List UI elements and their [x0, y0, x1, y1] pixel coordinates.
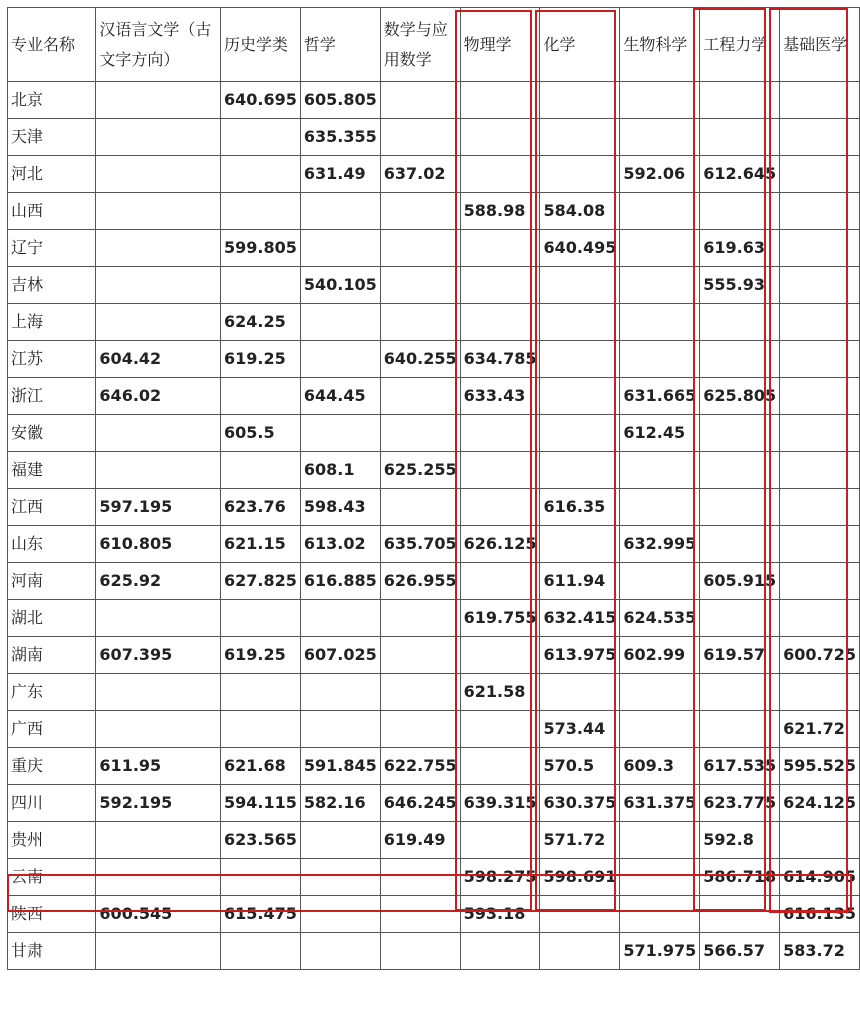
score-cell: 625.255: [380, 452, 460, 489]
score-cell: [620, 341, 700, 378]
score-cell: [380, 230, 460, 267]
score-cell: [300, 711, 380, 748]
province-cell: 河南: [8, 563, 96, 600]
score-cell: 640.695: [220, 82, 300, 119]
score-cell: [96, 193, 221, 230]
province-cell: 上海: [8, 304, 96, 341]
score-cell: [380, 415, 460, 452]
score-cell: 637.02: [380, 156, 460, 193]
score-cell: [780, 304, 860, 341]
score-cell: 616.35: [540, 489, 620, 526]
score-cell: 605.805: [300, 82, 380, 119]
score-cell: [780, 267, 860, 304]
score-cell: [96, 304, 221, 341]
score-cell: [780, 415, 860, 452]
province-cell: 重庆: [8, 748, 96, 785]
score-cell: 605.915: [700, 563, 780, 600]
score-cell: 566.57: [700, 933, 780, 970]
score-cell: 610.805: [96, 526, 221, 563]
header-row: [8, 8, 860, 82]
score-cell: [220, 600, 300, 637]
score-cell: [300, 600, 380, 637]
score-cell: 634.785: [460, 341, 540, 378]
score-cell: 600.725: [780, 637, 860, 674]
score-cell: 624.535: [620, 600, 700, 637]
table-row: [8, 637, 860, 674]
score-cell: [460, 415, 540, 452]
table-row: [8, 785, 860, 822]
score-cell: [96, 82, 221, 119]
score-cell: 616.885: [300, 563, 380, 600]
score-cell: [96, 859, 221, 896]
score-cell: 591.845: [300, 748, 380, 785]
score-cell: [780, 452, 860, 489]
score-cell: [540, 526, 620, 563]
score-cell: 624.125: [780, 785, 860, 822]
score-cell: [620, 563, 700, 600]
score-cell: [780, 489, 860, 526]
score-cell: [700, 526, 780, 563]
province-cell: 甘肃: [8, 933, 96, 970]
province-cell: 辽宁: [8, 230, 96, 267]
score-cell: 612.645: [700, 156, 780, 193]
score-cell: [460, 822, 540, 859]
table-row: [8, 193, 860, 230]
score-cell: [620, 267, 700, 304]
table-row: [8, 822, 860, 859]
score-cell: 644.45: [300, 378, 380, 415]
score-cell: 621.68: [220, 748, 300, 785]
score-cell: 612.45: [620, 415, 700, 452]
score-cell: [380, 119, 460, 156]
score-cell: [700, 896, 780, 933]
score-cell: [700, 119, 780, 156]
table-row: [8, 82, 860, 119]
province-cell: 广东: [8, 674, 96, 711]
score-cell: [380, 933, 460, 970]
province-cell: 四川: [8, 785, 96, 822]
score-cell: 592.195: [96, 785, 221, 822]
score-cell: 633.43: [460, 378, 540, 415]
score-cell: [620, 452, 700, 489]
score-cell: [620, 896, 700, 933]
score-cell: 624.25: [220, 304, 300, 341]
province-cell: 河北: [8, 156, 96, 193]
score-cell: [540, 896, 620, 933]
table-row: [8, 674, 860, 711]
score-cell: 613.02: [300, 526, 380, 563]
score-cell: [540, 156, 620, 193]
header-cell: 物理学: [460, 8, 540, 82]
score-cell: 605.5: [220, 415, 300, 452]
score-cell: [780, 674, 860, 711]
score-cell: 635.355: [300, 119, 380, 156]
score-cell: [620, 119, 700, 156]
score-cell: 621.58: [460, 674, 540, 711]
score-cell: [220, 859, 300, 896]
score-cell: [700, 711, 780, 748]
score-cell: [460, 156, 540, 193]
score-cell: 619.57: [700, 637, 780, 674]
header-cell: 基础医学: [780, 8, 860, 82]
score-cell: [96, 119, 221, 156]
score-cell: [460, 82, 540, 119]
score-cell: [700, 489, 780, 526]
score-cell: [380, 193, 460, 230]
score-cell: 593.18: [460, 896, 540, 933]
score-cell: 630.375: [540, 785, 620, 822]
score-cell: 631.665: [620, 378, 700, 415]
score-cell: [300, 193, 380, 230]
header-cell: 化学: [540, 8, 620, 82]
score-cell: [300, 230, 380, 267]
score-table-container: [7, 7, 860, 970]
province-cell: 北京: [8, 82, 96, 119]
score-cell: [220, 156, 300, 193]
score-cell: [220, 933, 300, 970]
score-cell: [96, 452, 221, 489]
score-cell: 619.25: [220, 341, 300, 378]
score-cell: [220, 193, 300, 230]
province-cell: 吉林: [8, 267, 96, 304]
province-cell: 云南: [8, 859, 96, 896]
score-cell: [380, 267, 460, 304]
score-cell: 635.705: [380, 526, 460, 563]
header-cell: 数学与应用数学: [380, 8, 460, 82]
table-row: [8, 600, 860, 637]
score-cell: [780, 526, 860, 563]
province-cell: 贵州: [8, 822, 96, 859]
score-cell: [460, 933, 540, 970]
score-cell: 608.1: [300, 452, 380, 489]
score-cell: [700, 193, 780, 230]
province-cell: 广西: [8, 711, 96, 748]
score-cell: [620, 859, 700, 896]
score-cell: 598.691: [540, 859, 620, 896]
score-cell: 621.15: [220, 526, 300, 563]
score-cell: [780, 378, 860, 415]
province-cell: 陕西: [8, 896, 96, 933]
score-cell: 540.105: [300, 267, 380, 304]
score-cell: 619.63: [700, 230, 780, 267]
score-cell: 631.49: [300, 156, 380, 193]
score-cell: [220, 711, 300, 748]
score-cell: [380, 600, 460, 637]
score-cell: 600.545: [96, 896, 221, 933]
score-cell: [780, 119, 860, 156]
score-cell: [620, 489, 700, 526]
score-cell: [96, 415, 221, 452]
score-cell: 555.93: [700, 267, 780, 304]
score-cell: [620, 711, 700, 748]
score-cell: 595.525: [780, 748, 860, 785]
score-cell: [380, 859, 460, 896]
score-cell: 639.315: [460, 785, 540, 822]
score-cell: 619.755: [460, 600, 540, 637]
score-cell: [220, 452, 300, 489]
score-cell: [620, 304, 700, 341]
score-cell: 583.72: [780, 933, 860, 970]
score-cell: 573.44: [540, 711, 620, 748]
score-cell: 622.755: [380, 748, 460, 785]
score-cell: 626.125: [460, 526, 540, 563]
score-cell: [460, 563, 540, 600]
score-cell: 609.3: [620, 748, 700, 785]
score-cell: [540, 378, 620, 415]
score-cell: [460, 637, 540, 674]
province-cell: 福建: [8, 452, 96, 489]
score-cell: [700, 452, 780, 489]
score-cell: [300, 341, 380, 378]
score-cell: [620, 822, 700, 859]
score-cell: 588.98: [460, 193, 540, 230]
province-cell: 江西: [8, 489, 96, 526]
score-cell: 615.475: [220, 896, 300, 933]
score-cell: [540, 304, 620, 341]
score-cell: [700, 674, 780, 711]
score-cell: [460, 267, 540, 304]
score-cell: 611.95: [96, 748, 221, 785]
score-cell: [620, 193, 700, 230]
score-cell: 598.275: [460, 859, 540, 896]
score-cell: 623.76: [220, 489, 300, 526]
score-cell: [96, 156, 221, 193]
score-cell: [780, 193, 860, 230]
score-cell: [540, 119, 620, 156]
score-cell: [220, 674, 300, 711]
score-cell: [96, 711, 221, 748]
province-cell: 山东: [8, 526, 96, 563]
table-row: [8, 156, 860, 193]
score-cell: [460, 452, 540, 489]
table-row: [8, 267, 860, 304]
score-cell: 614.905: [780, 859, 860, 896]
score-cell: [620, 674, 700, 711]
score-cell: 571.975: [620, 933, 700, 970]
table-row: [8, 304, 860, 341]
score-cell: [300, 415, 380, 452]
table-row: [8, 896, 860, 933]
table-row: [8, 711, 860, 748]
score-cell: [96, 822, 221, 859]
table-row: [8, 489, 860, 526]
score-cell: [300, 896, 380, 933]
score-cell: [780, 822, 860, 859]
score-cell: 616.135: [780, 896, 860, 933]
table-row: [8, 933, 860, 970]
table-row: [8, 859, 860, 896]
score-cell: [96, 933, 221, 970]
score-cell: [780, 563, 860, 600]
score-cell: 625.805: [700, 378, 780, 415]
score-cell: [300, 822, 380, 859]
score-cell: [460, 230, 540, 267]
score-cell: 627.825: [220, 563, 300, 600]
table-row: [8, 119, 860, 156]
score-cell: [220, 378, 300, 415]
header-cell: 生物科学: [620, 8, 700, 82]
score-cell: [96, 267, 221, 304]
province-cell: 安徽: [8, 415, 96, 452]
score-cell: [780, 341, 860, 378]
province-cell: 湖北: [8, 600, 96, 637]
score-cell: [380, 637, 460, 674]
score-cell: [540, 341, 620, 378]
score-cell: 597.195: [96, 489, 221, 526]
score-cell: [700, 82, 780, 119]
score-cell: [300, 933, 380, 970]
score-cell: [620, 82, 700, 119]
score-cell: 646.02: [96, 378, 221, 415]
score-cell: [700, 600, 780, 637]
score-cell: 584.08: [540, 193, 620, 230]
score-cell: 602.99: [620, 637, 700, 674]
score-cell: [300, 304, 380, 341]
score-cell: [780, 600, 860, 637]
score-cell: [300, 859, 380, 896]
score-cell: 623.565: [220, 822, 300, 859]
score-cell: 571.72: [540, 822, 620, 859]
score-cell: 594.115: [220, 785, 300, 822]
score-cell: [460, 304, 540, 341]
score-cell: [540, 82, 620, 119]
score-cell: [540, 415, 620, 452]
province-cell: 山西: [8, 193, 96, 230]
score-cell: [540, 452, 620, 489]
score-table: [7, 7, 860, 970]
score-cell: [96, 230, 221, 267]
score-cell: [620, 230, 700, 267]
score-cell: [380, 378, 460, 415]
score-cell: [96, 600, 221, 637]
score-cell: [780, 156, 860, 193]
score-cell: 598.43: [300, 489, 380, 526]
header-cell: 汉语言文学（古文字方向）: [96, 8, 221, 82]
score-cell: 631.375: [620, 785, 700, 822]
score-cell: 607.025: [300, 637, 380, 674]
score-cell: 607.395: [96, 637, 221, 674]
score-cell: 613.975: [540, 637, 620, 674]
score-cell: [380, 82, 460, 119]
header-cell: 哲学: [300, 8, 380, 82]
score-cell: [380, 489, 460, 526]
score-cell: 619.49: [380, 822, 460, 859]
score-cell: 611.94: [540, 563, 620, 600]
province-cell: 天津: [8, 119, 96, 156]
score-cell: [220, 267, 300, 304]
table-row: [8, 230, 860, 267]
score-cell: [300, 674, 380, 711]
score-cell: 582.16: [300, 785, 380, 822]
province-cell: 浙江: [8, 378, 96, 415]
province-cell: 江苏: [8, 341, 96, 378]
score-cell: [460, 119, 540, 156]
score-cell: [380, 304, 460, 341]
score-cell: 592.06: [620, 156, 700, 193]
table-row: [8, 563, 860, 600]
score-cell: 592.8: [700, 822, 780, 859]
score-cell: 619.25: [220, 637, 300, 674]
score-cell: 599.805: [220, 230, 300, 267]
table-row: [8, 526, 860, 563]
table-row: [8, 452, 860, 489]
score-cell: [380, 711, 460, 748]
score-cell: [460, 711, 540, 748]
score-cell: 640.255: [380, 341, 460, 378]
score-cell: 617.535: [700, 748, 780, 785]
score-cell: 604.42: [96, 341, 221, 378]
score-cell: 646.245: [380, 785, 460, 822]
score-cell: [700, 341, 780, 378]
score-cell: [780, 230, 860, 267]
province-cell: 湖南: [8, 637, 96, 674]
table-row: [8, 341, 860, 378]
header-cell: 工程力学: [700, 8, 780, 82]
score-cell: 570.5: [540, 748, 620, 785]
score-cell: 586.718: [700, 859, 780, 896]
score-cell: 632.415: [540, 600, 620, 637]
table-row: [8, 415, 860, 452]
score-cell: [220, 119, 300, 156]
score-cell: 632.995: [620, 526, 700, 563]
score-cell: [380, 896, 460, 933]
score-cell: [780, 82, 860, 119]
score-cell: 621.72: [780, 711, 860, 748]
header-cell-major-name: 专业名称: [8, 8, 96, 82]
header-cell: 历史学类: [220, 8, 300, 82]
score-cell: 625.92: [96, 563, 221, 600]
score-cell: [700, 304, 780, 341]
score-cell: 626.955: [380, 563, 460, 600]
score-cell: [540, 933, 620, 970]
score-cell: [460, 489, 540, 526]
score-cell: 640.495: [540, 230, 620, 267]
score-cell: [540, 674, 620, 711]
score-cell: [700, 415, 780, 452]
score-cell: [460, 748, 540, 785]
score-cell: [380, 674, 460, 711]
score-cell: 623.775: [700, 785, 780, 822]
score-cell: [540, 267, 620, 304]
score-cell: [96, 674, 221, 711]
table-row: [8, 748, 860, 785]
table-row: [8, 378, 860, 415]
